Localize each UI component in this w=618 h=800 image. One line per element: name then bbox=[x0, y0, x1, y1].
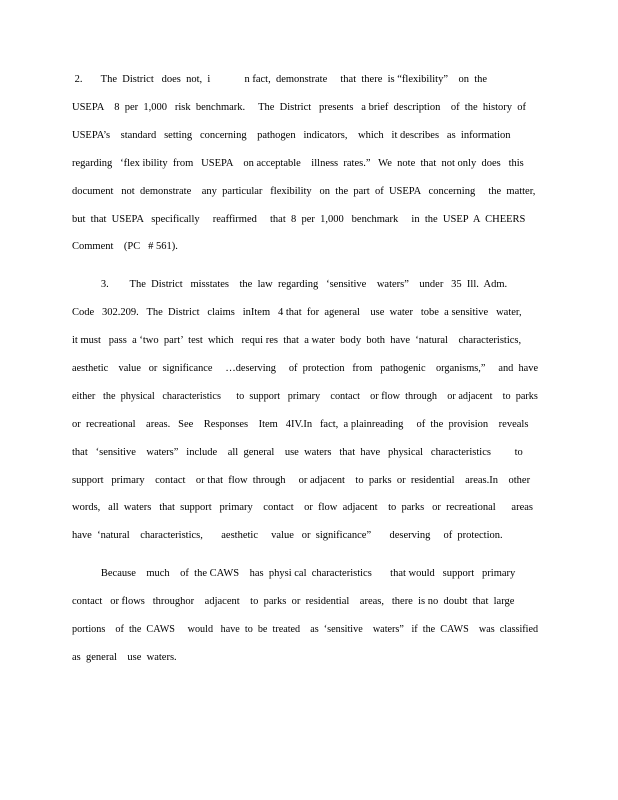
paragraph-2-line-9: words, all waters that support primary contact or flow adjacent to parks or recreational areas bbox=[72, 502, 533, 513]
paragraph-1-line-5: document not demonstrate any particular flexibility on the part of USEPA concerning the matter, bbox=[72, 186, 536, 197]
paragraph-2-line-7: that ‘sensitive waters” include all general use waters that have physical characteristics to bbox=[72, 447, 523, 458]
paragraph-3-line-1: Because much of the CAWS has physi cal characteristics that would support primary bbox=[72, 568, 516, 579]
paragraph-1-line-1: 2. The District does not, i n fact, demonstrate that there is “flexibility” on the bbox=[72, 74, 488, 85]
paragraph-1-line-7: Comment (PC # 561). bbox=[72, 241, 178, 252]
paragraph-2-line-5: either the physical characteristics to support primary contact or flow through or adjacent to parks bbox=[72, 391, 538, 402]
paragraph-3-line-4: as general use waters. bbox=[72, 652, 177, 663]
paragraph-3-line-3: portions of the CAWS would have to be treated as ‘sensitive waters” if the CAWS was classified bbox=[72, 624, 539, 635]
paragraph-2-line-3: it must pass a ‘two part’ test which requi res that a water body both have ‘natural characteristics, bbox=[72, 335, 522, 346]
paragraph-1-line-6: but that USEPA specifically reaffirmed that 8 per 1,000 benchmark in the USEP A CHEERS bbox=[72, 214, 526, 225]
paragraph-1-line-3: USEPA’s standard setting concerning pathogen indicators, which it describes as information bbox=[72, 130, 511, 141]
paragraph-3-line-2: contact or flows throughor adjacent to parks or residential areas, there is no doubt that large bbox=[72, 596, 515, 607]
paragraph-2-line-10: have ‘natural characteristics, aesthetic value or significance” deserving of protection. bbox=[72, 530, 503, 541]
paragraph-2-line-6: or recreational areas. See Responses Item 4IV.In fact, a plainreading of the provision reveals bbox=[72, 419, 529, 430]
paragraph-1-line-2: USEPA 8 per 1,000 risk benchmark. The District presents a brief description of the history of bbox=[72, 102, 527, 113]
paragraph-2-line-4: aesthetic value or significance …deserving of protection from pathogenic organisms,” and have bbox=[72, 363, 539, 374]
paragraph-2-line-1: 3. The District misstates the law regarding ‘sensitive waters” under 35 Ill. Adm. bbox=[72, 279, 508, 290]
paragraph-2-line-8: support primary contact or that flow through or adjacent to parks or residential areas.In other bbox=[72, 475, 531, 486]
paragraph-2-line-2: Code 302.209. The District claims inItem 4 that for ageneral use water tobe a sensitive water, bbox=[72, 307, 522, 318]
paragraph-1-line-4: regarding ‘flex ibility from USEPA on acceptable illness rates.” We note that not only does this bbox=[72, 158, 524, 169]
